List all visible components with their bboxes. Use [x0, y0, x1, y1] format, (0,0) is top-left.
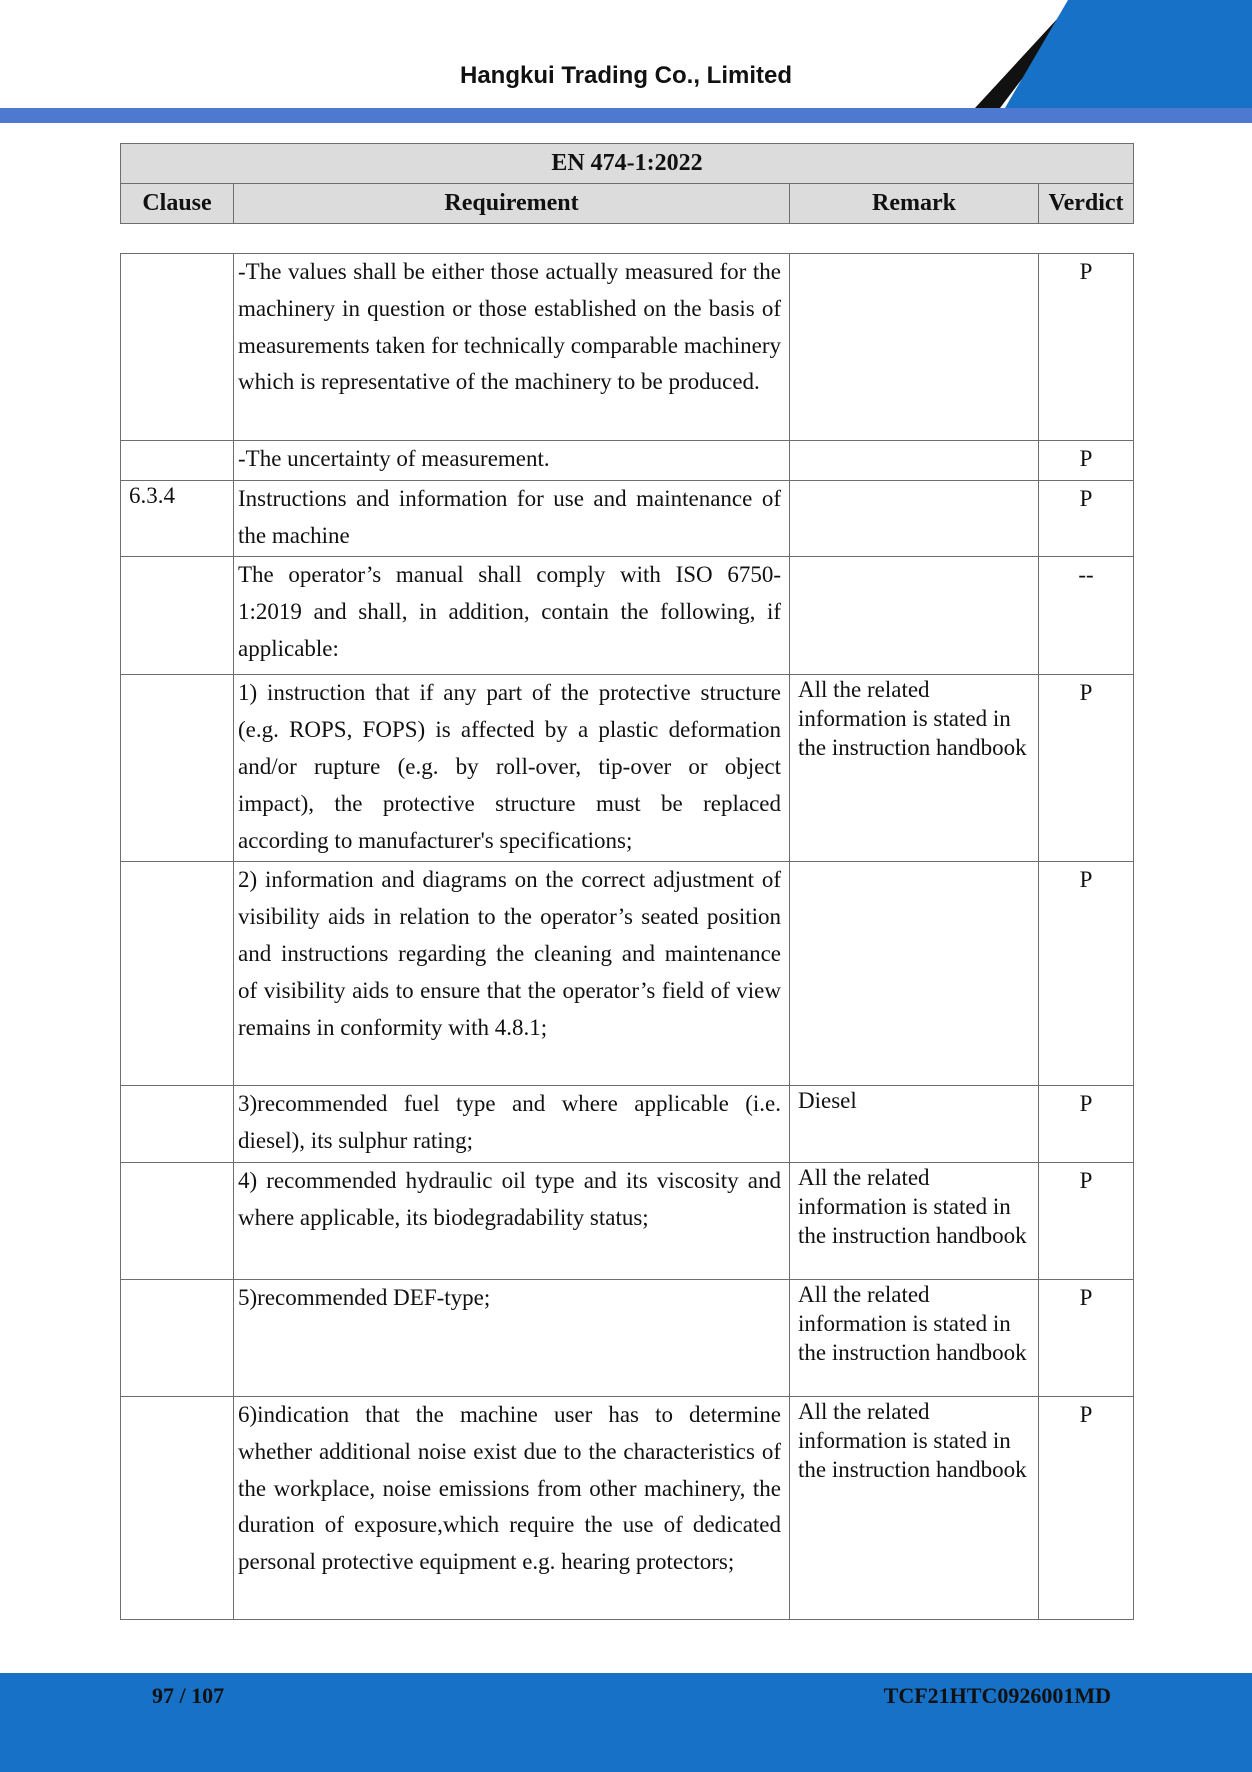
clause-cell: 6.3.4: [121, 480, 234, 557]
verdict-cell: P: [1039, 1162, 1134, 1279]
requirement-cell: [234, 675, 790, 862]
table-header: [120, 143, 1134, 224]
clause-cell: [121, 557, 234, 675]
requirements-table: [120, 253, 1134, 1620]
table-row: [121, 1162, 1134, 1279]
remark-cell: [790, 557, 1039, 675]
clause-cell: [121, 675, 234, 862]
requirement-cell: [234, 1396, 790, 1619]
remark-cell: [790, 254, 1039, 441]
document-code: TCF21HTC0926001MD: [883, 1683, 1111, 1708]
requirement-text: -The values shall be either those actually measured for the machinery in question or those established on the basis of measurements taken for technically comparable machinery which is representative of the machinery to be produced.: [238, 259, 781, 395]
verdict-cell: P: [1039, 480, 1134, 557]
table-row: [121, 1396, 1134, 1619]
verdict-cell: P: [1039, 254, 1134, 441]
clause-cell: [121, 1162, 234, 1279]
requirement-cell: [234, 480, 790, 557]
company-name: [0, 62, 1252, 90]
table-row: [121, 557, 1134, 675]
verdict-cell: P: [1039, 675, 1134, 862]
requirement-text: 1) instruction that if any part of the protective structure (e.g. ROPS, FOPS) is affected by a plastic deformation and/or rupture (e.g. by roll-over, tip-over or object impact), the protective structure must be replaced according to manufacturer's specifications;: [238, 680, 781, 853]
remark-cell: [790, 441, 1039, 481]
standard-title: EN 474-1:2022: [121, 144, 1134, 184]
col-clause: Clause: [121, 184, 234, 224]
company-name-text: Hangkui Trading Co., Limited: [459, 62, 792, 89]
requirement-text: 3)recommended fuel type and where applicable (i.e. diesel), its sulphur rating;: [238, 1091, 781, 1154]
requirement-cell: [234, 557, 790, 675]
requirement-cell: [234, 1086, 790, 1163]
verdict-cell: --: [1039, 557, 1134, 675]
verdict-cell: P: [1039, 1086, 1134, 1163]
remark-cell: All the related information is stated in the instruction handbook: [790, 1162, 1039, 1279]
clause-cell: [121, 254, 234, 441]
clause-cell: [121, 862, 234, 1086]
requirement-cell: [234, 1162, 790, 1279]
col-verdict: Verdict: [1039, 184, 1134, 224]
clause-cell: [121, 441, 234, 481]
table-row: [121, 254, 1134, 441]
requirement-text: 4) recommended hydraulic oil type and its viscosity and where applicable, its biodegradability status;: [238, 1167, 781, 1230]
requirement-text: Instructions and information for use and maintenance of the machine: [238, 485, 781, 548]
header-band: [0, 108, 1252, 123]
table-row: [121, 862, 1134, 1086]
requirement-text: 2) information and diagrams on the correct adjustment of visibility aids in relation to the operator’s seated position and instructions regarding the cleaning and maintenance of visibility aids to ensure that the operator’s field of view remains in conformity with 4.8.1;: [238, 867, 781, 1040]
requirement-cell: [234, 441, 790, 481]
clause-cell: [121, 1086, 234, 1163]
clause-cell: [121, 1396, 234, 1619]
remark-cell: All the related information is stated in the instruction handbook: [790, 1279, 1039, 1396]
col-remark: Remark: [790, 184, 1039, 224]
requirement-text: The operator’s manual shall comply with ISO 6750-1:2019 and shall, in addition, contain the following, if applicable:: [238, 562, 781, 661]
requirement-text: -The uncertainty of measurement.: [238, 446, 550, 471]
requirement-cell: [234, 1279, 790, 1396]
table-row: [121, 1279, 1134, 1396]
requirement-text: 6)indication that the machine user has to determine whether additional noise exist due to the characteristics of the workplace, noise emissions from other machinery, the duration of exposure,which require the use of dedicated personal protective equipment e.g. hearing protectors;: [238, 1401, 781, 1575]
remark-cell: [790, 862, 1039, 1086]
page-number: 97 / 107: [152, 1683, 225, 1708]
remark-cell: All the related information is stated in the instruction handbook: [790, 675, 1039, 862]
table-row: [121, 480, 1134, 557]
requirement-cell: [234, 254, 790, 441]
header-blue-block: [1005, 0, 1252, 115]
verdict-cell: P: [1039, 1279, 1134, 1396]
remark-cell: Diesel: [790, 1086, 1039, 1163]
requirement-cell: [234, 862, 790, 1086]
col-requirement: Requirement: [234, 184, 790, 224]
clause-cell: [121, 1279, 234, 1396]
table-row: [121, 441, 1134, 481]
verdict-cell: P: [1039, 1396, 1134, 1619]
table-row: [121, 1086, 1134, 1163]
verdict-cell: P: [1039, 441, 1134, 481]
requirement-text: 5)recommended DEF-type;: [238, 1284, 491, 1310]
remark-cell: All the related information is stated in the instruction handbook: [790, 1396, 1039, 1619]
table-row: [121, 675, 1134, 862]
page-header: [0, 0, 1252, 125]
verdict-cell: P: [1039, 862, 1134, 1086]
remark-cell: [790, 480, 1039, 557]
